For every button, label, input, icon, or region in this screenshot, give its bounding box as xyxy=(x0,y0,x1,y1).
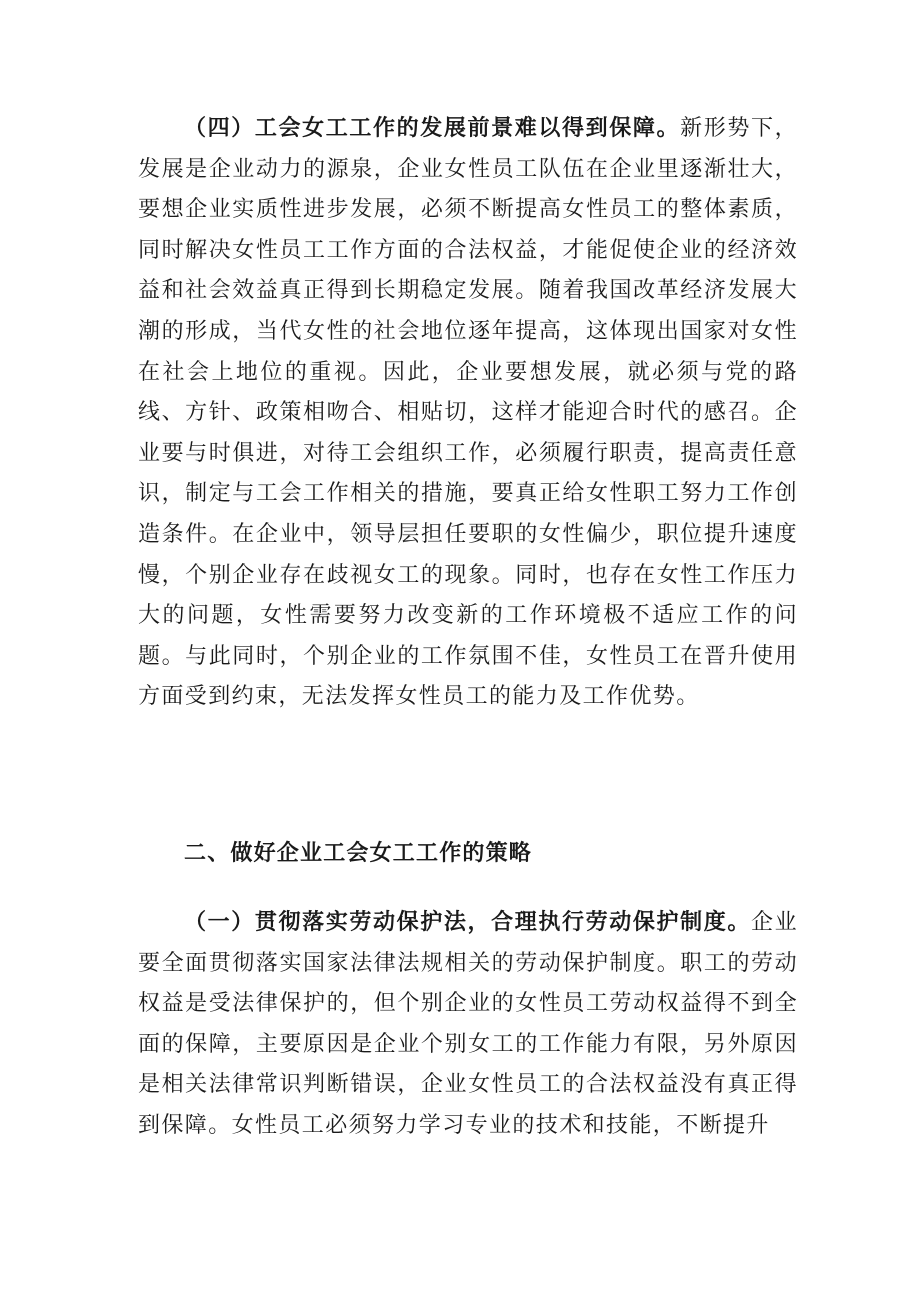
paragraph-lead-bold: （一）贯彻落实劳动保护法，合理执行劳动保护制度。 xyxy=(184,909,751,935)
paragraph-section-four xyxy=(138,108,798,718)
paragraph-body: 企业要全面贯彻落实国家法律法规相关的劳动保护制度。职工的劳动权益是受法律保护的，但个别企业的女性员工劳动权益得不到全面的保障，主要原因是企业个别女工的工作能力有限，另外原因是相关法律常识判断错误，企业女性员工的合法权益没有真正得到保障。女性员工必须努力学习专业的技术和技能，不断提升 xyxy=(138,910,798,1138)
paragraph-section-one xyxy=(138,902,798,1147)
section-heading: 二、做好企业工会女工工作的策略 xyxy=(184,841,533,866)
paragraph-lead-bold: （四）工会女工工作的发展前景难以得到保障。 xyxy=(184,115,681,141)
paragraph-body: 新形势下，发展是企业动力的源泉，企业女性员工队伍在企业里逐渐壮大，要想企业实质性进步发展，必须不断提高女性员工的整体素质，同时解决女性员工工作方面的合法权益，才能促使企业的经济效益和社会效益真正得到长期稳定发展。随着我国改革经济发展大潮的形成，当代女性的社会地位逐年提高，这体现出国家对女性在社会上地位的重视。因此，企业要想发展，就必须与党的路线、方针、政策相吻合、相贴切，这样才能迎合时代的感召。企业要与时俱进，对待工会组织工作，必须履行职责，提高责任意识，制定与工会工作相关的措施，要真正给女性职工努力工作创造条件。在企业中，领导层担任要职的女性偏少，职位提升速度慢，个别企业存在歧视女工的现象。同时，也存在女性工作压力大的问题，女性需要努力改变新的工作环境极不适应工作的问题。与此同时，个别企业的工作氛围不佳，女性员工在晋升使用方面受到约束，无法发挥女性员工的能力及工作优势。 xyxy=(138,116,798,710)
